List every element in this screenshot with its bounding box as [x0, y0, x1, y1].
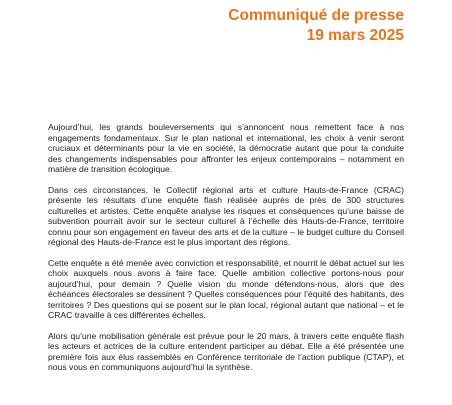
paragraph-mobilisation: Alors qu’une mobilisation générale est prévue pour le 20 mars, à travers cette enquête flash les acteurs et actrices de la culture entendent participer au débat. Elle a été présentée une première fois aux élus rassemblés en Conférence territoriale de l’action publique (CTAP), et nous vous en communiquons aujourd’hui la synthèse. [48, 330, 404, 372]
press-release-header [228, 6, 404, 46]
paragraph-survey: Dans ces circonstances, le Collectif régional arts et culture Hauts-de-France (CRAC) présente les résultats d’une enquête flash réalisée auprès de près de 300 structures culturelles et artistes. Cette enquête analyse les risques et conséquences qu’une baisse de subvention pourrait avoir sur le secteur culturel à l’échelle des Hauts-de-France, territoire connu pour son engagement en faveur des arts et de la culture – le budget culture du Conseil régional des Hauts-de-France est le plus important des régions. [48, 184, 404, 247]
paragraph-questions: Cette enquête a été menée avec conviction et responsabilité, et nourrit le débat actuel sur les choix auxquels nous avons à faire face. Quelle ambition collective portons-nous pour aujourd’hui, pour demain ? Quelle vision du monde défendons-nous, alors que des échéances électorales se dessinent ? Quelles conséquences pour l’équité des habitants, des territoires ? Des questions qui se posent sur le plan local, régional autant que national – et le CRAC travaille à ces différentes échelles. [48, 257, 404, 320]
paragraph-intro: Aujourd’hui, les grands bouleversements qui s’annoncent nous remettent face à nos engagements fondamentaux. Sur le plan national et international, les choix à venir seront cruciaux et déterminants pour la vie en société, la démocratie autant que pour la conduite des changements indispensables pour affronter les enjeux contemporains – notamment en matière de transition écologique. [48, 122, 404, 174]
document-title: Communiqué de presse [228, 7, 404, 24]
press-release-body [48, 122, 404, 383]
document-date: 19 mars 2025 [306, 27, 404, 44]
